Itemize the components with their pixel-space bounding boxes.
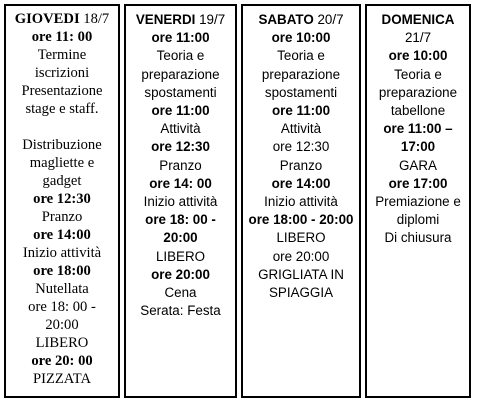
- spacer: [6, 118, 118, 136]
- day-column-sabato: [241, 4, 361, 398]
- activity-label: gadget: [42, 173, 82, 189]
- activity-label: GRIGLIATA IN: [258, 266, 344, 282]
- time-label: ore 18:00 - 20:00: [248, 212, 354, 228]
- time-label: ore 14:00: [33, 227, 91, 243]
- day-header: [243, 11, 359, 29]
- activity-label: Nutellata: [35, 281, 89, 297]
- activity-label: Attività: [160, 121, 201, 137]
- activity-label: Pranzo: [279, 157, 323, 173]
- day-column-venerdi: [124, 4, 237, 398]
- activity-label: Di chiusura: [384, 230, 452, 246]
- time-label: ore 10:00: [271, 30, 331, 46]
- activity-label: magliette e: [29, 155, 95, 171]
- activity-label: GARA: [399, 157, 437, 173]
- activity-label: spostamenti: [264, 84, 338, 100]
- day-date: 19/7: [199, 12, 226, 27]
- activity-label: stage e staff.: [25, 101, 99, 117]
- activity-label: PIZZATA: [32, 371, 91, 387]
- schedule-table: [4, 4, 475, 398]
- activity-label: tabellone: [390, 103, 446, 119]
- activity-label: LIBERO: [155, 248, 206, 264]
- day-name: DOMENICA: [381, 12, 455, 27]
- time-label: 17:00: [400, 139, 436, 155]
- activity-label: iscrizioni: [34, 65, 90, 81]
- day-header: [6, 10, 118, 28]
- activity-label: Pranzo: [159, 157, 202, 173]
- activity-label: 20:00: [45, 317, 79, 333]
- activity-label: LIBERO: [276, 230, 326, 246]
- activity-label: preparazione: [378, 84, 458, 100]
- time-label: ore 12:30: [33, 191, 91, 207]
- activity-label: preparazione: [141, 66, 220, 82]
- day-column-domenica: [365, 4, 471, 398]
- activity-label: Teoria e: [277, 48, 325, 64]
- time-label: ore 11:00: [271, 103, 331, 119]
- time-label: ore 17:00: [388, 175, 448, 191]
- activity-label: ore 18: 00 -: [28, 299, 96, 315]
- time-label: ore 11:00: [151, 103, 210, 119]
- day-date: 20/7: [317, 12, 344, 27]
- time-label: ore 20: 00: [31, 353, 93, 369]
- time-label: ore 12:30: [151, 139, 210, 155]
- time-label: ore 14: 00: [149, 175, 212, 191]
- activity-label: Inizio attività: [264, 194, 338, 210]
- activity-label: Serata: Festa: [140, 303, 221, 319]
- activity-label: diplomi: [396, 212, 440, 228]
- time-label: ore 20:00: [272, 248, 330, 264]
- activity-label: Distribuzione: [22, 137, 102, 153]
- activity-label: LIBERO: [35, 335, 89, 351]
- day-name: SABATO: [258, 12, 314, 27]
- time-label: ore 11:00: [151, 30, 210, 46]
- activity-label: SPIAGGIA: [269, 285, 333, 301]
- day-column-giovedi: [4, 4, 120, 398]
- day-date: 18/7: [83, 11, 110, 27]
- time-label: ore 10:00: [388, 48, 448, 64]
- time-label: 20:00: [163, 230, 198, 246]
- day-header: [126, 11, 235, 29]
- time-label: ore 18:00: [33, 263, 91, 279]
- activity-label: spostamenti: [144, 84, 217, 100]
- time-label: ore 14:00: [271, 175, 331, 191]
- day-name: VENERDI: [135, 12, 196, 27]
- activity-label: Presentazione: [21, 83, 103, 99]
- activity-label: Inizio attività: [143, 194, 218, 210]
- time-label: ore 11: 00: [31, 29, 93, 45]
- time-label: ore 20:00: [151, 266, 210, 282]
- time-label: ore 12:30: [272, 139, 330, 155]
- activity-label: Teoria e: [394, 66, 442, 82]
- activity-label: Inizio attività: [22, 245, 102, 261]
- activity-label: Termine: [37, 47, 87, 63]
- activity-label: Attività: [280, 121, 322, 137]
- time-label: ore 11:00 –: [383, 121, 453, 137]
- activity-label: preparazione: [261, 66, 341, 82]
- time-label: ore 18: 00 -: [145, 212, 216, 228]
- activity-label: Premiazione e: [375, 194, 461, 210]
- day-name: GIOVEDI: [14, 11, 80, 27]
- day-date: 21/7: [404, 30, 432, 46]
- activity-label: Cena: [164, 285, 197, 301]
- activity-label: Pranzo: [41, 209, 83, 225]
- activity-label: Teoria e: [156, 48, 205, 64]
